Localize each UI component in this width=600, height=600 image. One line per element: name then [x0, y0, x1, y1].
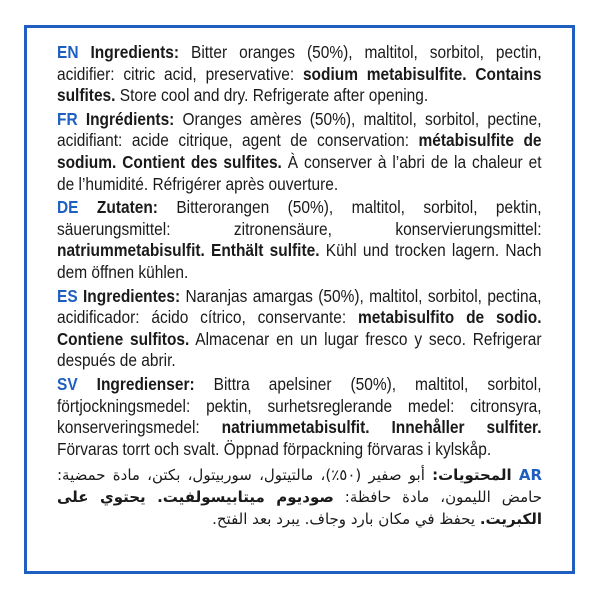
ingredients-text: Bitter oranges (50%), maltitol, sorbitol, pectin, acidifier: citric acid, preservative: [57, 42, 542, 84]
ingredients-heading: المحتويات: [432, 466, 512, 485]
language-code: EN [57, 42, 79, 62]
section-de [57, 197, 542, 283]
section-ar [57, 464, 542, 530]
ingredients-label [24, 25, 575, 574]
section-en [57, 42, 542, 107]
ingredients-text: Oranges amères (50%), maltitol, sorbitol, pectine, acidifiant: acide citrique, agent de conservation: [57, 108, 542, 151]
language-code: FR [57, 108, 78, 129]
storage-text: Kühl und trocken lagern. Nach dem öffnen kühlen. [57, 240, 542, 282]
language-code: ES [57, 285, 78, 306]
ingredients-text: Bittra apelsiner (50%), maltitol, sorbitol, förtjockningsmedel: pektin, surhetsreglerande medel: citronsyra, konserveringsmedel: [57, 373, 542, 438]
ingredients-heading: Ingredientes: [83, 285, 181, 306]
ingredients-text: Bitterorangen (50%), maltitol, sorbitol, pektin, säuerungsmittel: zitronensäure, konservierungsmittel: [57, 197, 542, 239]
ingredients-text: Naranjas amargas (50%), maltitol, sorbitol, pectina, acidificador: ácido cítrico, conservante: [57, 285, 542, 328]
language-code: SV [57, 373, 78, 394]
allergen-text: métabisulfite de sodium. Contient des sulfites. [57, 130, 542, 172]
ingredients-heading: Ingredienser: [96, 373, 195, 394]
storage-text: Store cool and dry. Refrigerate after opening. [115, 85, 429, 106]
storage-text: Almacenar en un lugar fresco y seco. Refrigerar después de abrir. [57, 328, 542, 371]
allergen-text: صوديوم ميتابيسولفيت. يحتوي على الكبريت. [57, 488, 542, 529]
ingredients-heading: Zutaten: [96, 197, 158, 218]
storage-text: À conserver à l’abri de la chaleur et de l’humidité. Réfrigérer après ouverture. [57, 151, 542, 194]
section-fr [57, 109, 542, 195]
allergen-text: natriummetabisulfit. Innehåller sulfiter. [221, 417, 542, 438]
section-sv [57, 374, 542, 460]
ingredients-text: أبو صفير (٥٠٪)، مالتيتول، سوربيتول، بكتن، مادة حمضية: حامض الليمون، مادة حافظة: [57, 466, 542, 507]
allergen-text: natriummetabisulfit. Enthält sulfite. [57, 240, 320, 261]
ingredients-heading: Ingredients: [90, 42, 180, 62]
section-es [57, 286, 542, 372]
language-code: DE [57, 197, 79, 218]
storage-text: يحفظ في مكان بارد وجاف. يبرد بعد الفتح. [212, 510, 480, 529]
ingredients-heading: Ingrédients: [85, 108, 175, 129]
allergen-text: sodium metabisulfite. Contains sulfites. [57, 63, 542, 106]
allergen-text: metabisulfito de sodio. Contiene sulfitos. [57, 307, 542, 349]
storage-text: Förvaras torrt och svalt. Öppnad förpackning förvaras i kylskåp. [57, 438, 492, 459]
language-code: AR [518, 466, 543, 485]
